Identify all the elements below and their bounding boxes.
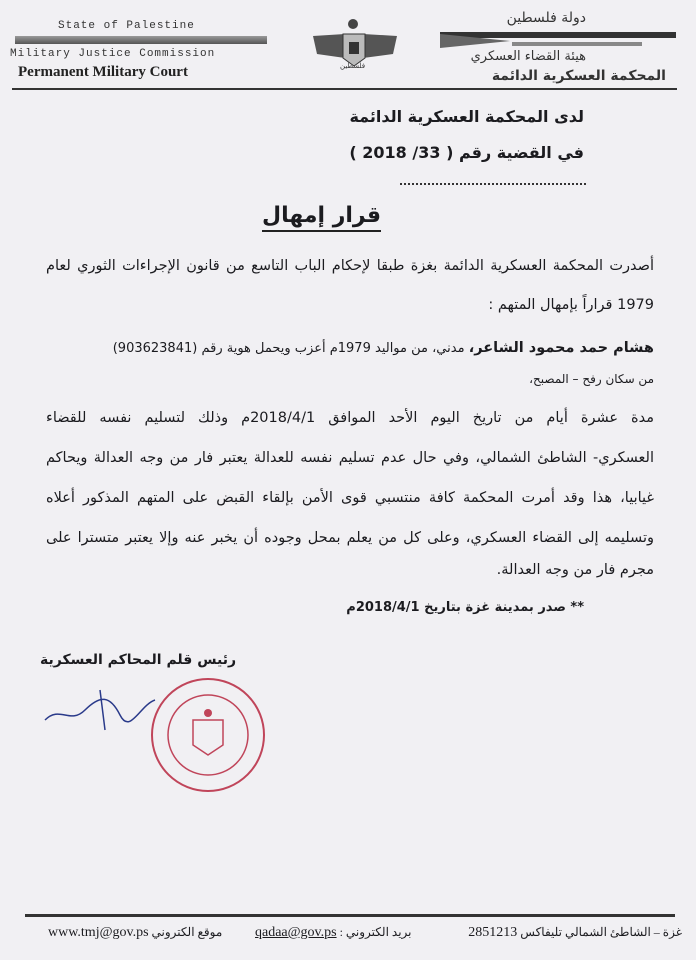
header-divider [12, 88, 677, 90]
footer-address-text: غزة – الشاطئ الشمالي تليفاكس [520, 925, 682, 939]
paragraph-line-3: غيابيا، هذا وقد أمرت المحكمة كافة منتسبي قوى الأمن بإلقاء القبض على المتهم المذكور أعلاه [46, 490, 654, 506]
case-number: في القضية رقم ( 33/ 2018 ) [349, 143, 584, 162]
footer-website-link[interactable]: www.tmj@gov.ps [48, 925, 149, 940]
accused-residence: من سكان رفح – المصبح، [529, 372, 654, 386]
accused-name: هشام حمد محمود الشاعر، [468, 340, 654, 356]
handwritten-signature [40, 685, 160, 739]
footer-email-link[interactable]: qadaa@gov.ps [255, 925, 337, 940]
footer-website-label: موقع الكتروني [151, 925, 223, 939]
footer-website-group [48, 925, 222, 941]
letterhead-en-court: Permanent Military Court [18, 64, 188, 80]
accused-line [46, 340, 654, 356]
footer-phone: 2851213 [468, 925, 518, 940]
flag-bar-grey [512, 42, 642, 46]
dotted-divider [400, 183, 586, 185]
footer-address [468, 925, 682, 941]
letterhead-ar-court: المحكمة العسكرية الدائمة [491, 68, 666, 84]
letterhead-en-commission: Military Justice Commission [10, 48, 216, 60]
footer-email-label: بريد الكتروني : [339, 925, 412, 939]
letterhead-bar [15, 36, 267, 44]
body-line-1: أصدرت المحكمة العسكرية الدائمة بغزة طبقا لإحكام الباب التاسع من قانون الإجراءات الثوري لعام [46, 258, 654, 274]
paragraph-line-5: مجرم فار من وجه العدالة. [496, 562, 654, 578]
paragraph-line-1: مدة عشرة أيام من تاريخ اليوم الأحد الموافق 2018/4/1م وذلك لتسليم نفسه للقضاء [46, 410, 655, 426]
letterhead-ar-commission: هيئة القضاء العسكري [470, 49, 586, 64]
accused-details: مدني، من مواليد 1979م أعزب ويحمل هوية رقم (903623841) [112, 341, 469, 356]
letterhead-ar-state: دولة فلسطين [506, 10, 586, 26]
flag-triangle [440, 34, 510, 48]
addressee-court: لدى المحكمة العسكرية الدائمة [349, 107, 584, 126]
document-title: قرار إمهال [262, 203, 381, 232]
palestine-eagle-emblem-icon [305, 14, 405, 74]
footer-divider [25, 914, 675, 917]
body-line-2: 1979 قراراً بإمهال المتهم : [488, 297, 654, 313]
emblem-caption: فلسطين [340, 62, 366, 70]
signature-label: رئيس قلم المحاكم العسكرية [40, 652, 237, 668]
footer-email-group [255, 925, 412, 941]
official-stamp [148, 675, 268, 795]
paragraph-line-2: العسكري- الشاطئ الشمالي، وفي حال عدم تسليم نفسه للعدالة يعتبر فار من وجه العدالة ويحاكم [46, 450, 654, 466]
issued-date: ** صدر بمدينة غزة بتاريخ 2018/4/1م [346, 600, 584, 615]
paragraph-line-4: وتسليمه إلى القضاء العسكري، وعلى كل من يعلم بمحل وجوده أن يخبر عنه وإلا يعتبر متسترا على [46, 530, 654, 546]
letterhead-en-state: State of Palestine [58, 20, 195, 32]
